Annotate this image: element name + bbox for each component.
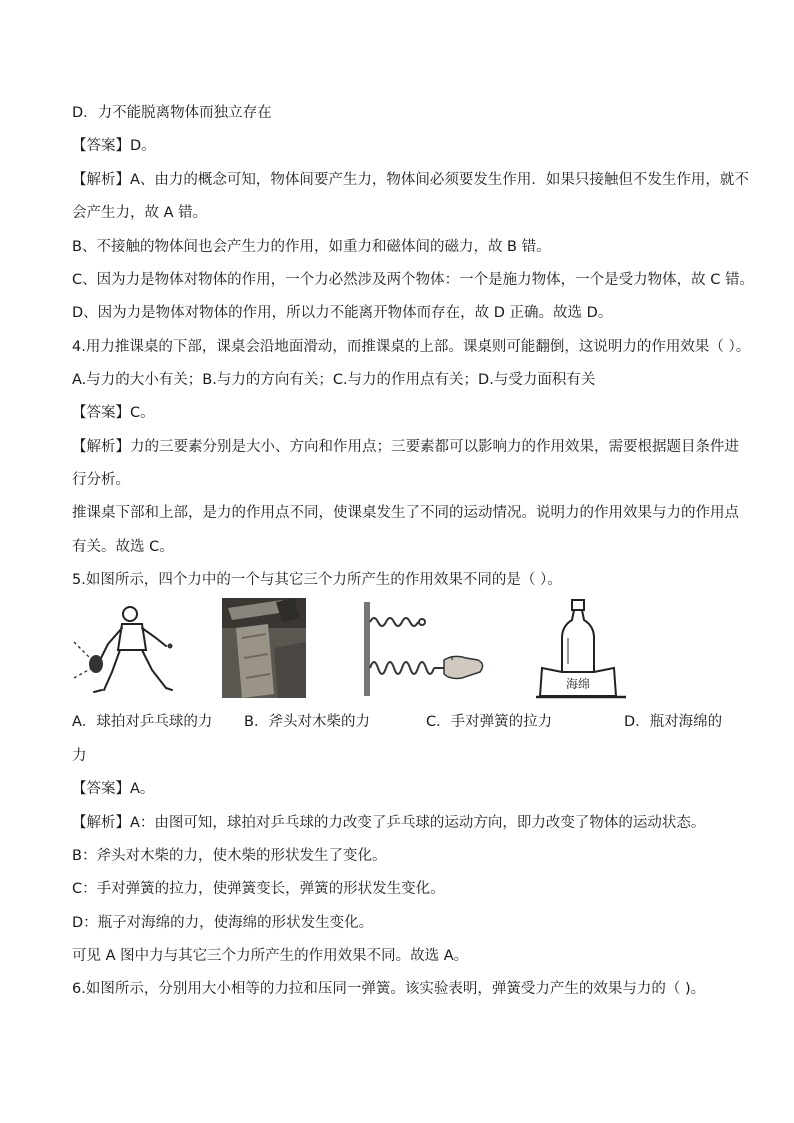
analysis-q5-a: 【解析】A：由图可知，球拍对乒乓球的力改变了乒乓球的运动方向，即力改变了物体的运动状态。 bbox=[72, 815, 706, 831]
analysis-q4-line2: 行分析。 bbox=[72, 472, 130, 488]
analysis-q3-c: C、因为力是物体对物体的作用，一个力必然涉及两个物体：一个是施力物体，一个是受力物体，故 C 错。 bbox=[72, 272, 754, 288]
option-b-q5: B．斧头对木柴的力 bbox=[244, 714, 370, 730]
question-4: 4.用力推课桌的下部，课桌会沿地面滑动，而推课桌的上部。课桌则可能翻倒，这说明力的作用效果（ ）。 bbox=[72, 339, 751, 355]
analysis-q3-b: B、不接触的物体间也会产生力的作用，如重力和磁体间的磁力，故 B 错。 bbox=[72, 239, 551, 255]
analysis-q3-line1: 【解析】A、由力的概念可知，物体间要产生力，物体间必须要发生作用．如果只接触但不发生作用，就不 bbox=[72, 172, 749, 188]
analysis-q4-line1: 【解析】力的三要素分别是大小、方向和作用点；三要素都可以影响力的作用效果，需要根据题目条件进 bbox=[72, 439, 739, 455]
analysis-q5-d: D：瓶子对海绵的力，使海绵的形状发生变化。 bbox=[72, 915, 374, 931]
figure-b-axe-photo bbox=[222, 598, 306, 698]
question-6: 6.如图所示，分别用大小相等的力拉和压同一弹簧。该实验表明，弹簧受力产生的效果与力的（ )。 bbox=[72, 981, 706, 997]
figure-c-spring-illustration bbox=[358, 598, 488, 698]
analysis-q3-line2: 会产生力，故 A 错。 bbox=[72, 205, 208, 221]
answer-q3: 【答案】D。 bbox=[72, 138, 156, 154]
analysis-q5-b: B：斧头对木柴的力，使木柴的形状发生了变化。 bbox=[72, 848, 387, 864]
analysis-q5-conclusion: 可见 A 图中力与其它三个力所产生的作用效果不同。故选 A。 bbox=[72, 948, 469, 964]
option-d-q5: D．瓶对海绵的 bbox=[624, 714, 723, 730]
option-d-q3: D．力不能脱离物体而独立存在 bbox=[72, 105, 272, 121]
option-c-q5: C．手对弹簧的拉力 bbox=[426, 714, 553, 730]
question-5-figures bbox=[72, 598, 732, 703]
answer-q4: 【答案】C。 bbox=[72, 405, 155, 421]
figure-d-bottle-sponge-illustration bbox=[532, 598, 632, 700]
question-5: 5.如图所示，四个力中的一个与其它三个力所产生的作用效果不同的是（ ）。 bbox=[72, 572, 562, 588]
analysis-q4-line3: 推课桌下部和上部，是力的作用点不同，使课桌发生了不同的运动情况。说明力的作用效果与力的作用点 bbox=[72, 505, 739, 521]
option-a-q5: A．球拍对乒乓球的力 bbox=[72, 714, 213, 730]
figure-a-racket-illustration bbox=[72, 598, 177, 698]
option-d-q5-continued: 力 bbox=[72, 748, 87, 764]
question-4-options: A.与力的大小有关；B.与力的方向有关；C.与力的作用点有关；D.与受力面积有关 bbox=[72, 372, 596, 388]
answer-q5: 【答案】A。 bbox=[72, 781, 155, 797]
analysis-q3-d: D、因为力是物体对物体的作用，所以力不能离开物体而存在，故 D 正确。故选 D。 bbox=[72, 305, 613, 321]
sponge-label: 海绵 bbox=[565, 677, 591, 691]
analysis-q4-line4: 有关。故选 C。 bbox=[72, 539, 174, 555]
analysis-q5-c: C：手对弹簧的拉力，使弹簧变长，弹簧的形状发生变化。 bbox=[72, 881, 445, 897]
